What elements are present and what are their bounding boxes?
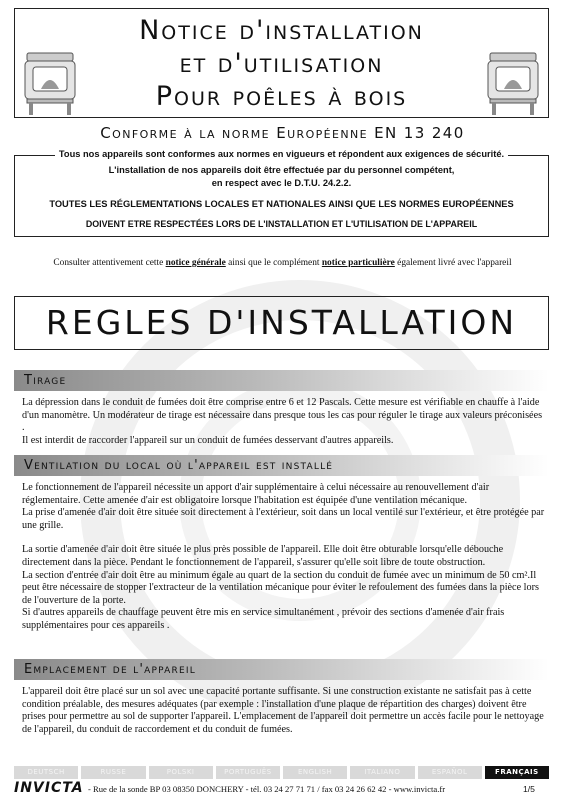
notice-particuliere-link: notice particulière	[321, 258, 395, 268]
invicta-logo: INVICTA	[14, 780, 84, 796]
language-tabs	[14, 766, 549, 779]
language-tab-français[interactable]: FRANÇAIS	[485, 766, 549, 779]
wood-stove-icon	[19, 49, 81, 117]
paragraph: Le fonctionnement de l'appareil nécessite un apport d'air supplémentaire à celui nécessaire au renouvellement d'air réglementaire. Cette amenée d'air est obligatoire lorsque l'habitation est équipée d'une ventilation mécanique.	[22, 482, 490, 506]
section-body-emplacement	[22, 686, 547, 736]
notice-line-3: en respect avec le D.T.U. 24.2.2.	[211, 178, 352, 188]
title-line-1: Notice d'installation	[139, 15, 424, 46]
language-tab-deutsch[interactable]: DEUTSCH	[14, 766, 78, 779]
section-heading-ventilation: Ventilation du local où l'appareil est installé	[14, 455, 549, 476]
wood-stove-icon	[482, 49, 544, 117]
norm-statement: Conforme à la norme Européenne EN 13 240	[100, 124, 465, 142]
company-address: - Rue de la sonde BP 03 08350 DONCHERY - tél. 03 24 27 71 71 / fax 03 24 26 62 42 - www.invicta.fr	[88, 784, 446, 794]
title-box	[14, 8, 549, 118]
section-heading-emplacement: Emplacement de l'appareil	[14, 659, 549, 680]
notice-line-2: L'installation de nos appareils doit être effectuée par du personnel compétent,	[108, 165, 455, 175]
language-tab-english[interactable]: ENGLISH	[283, 766, 347, 779]
consult-note: Consulter attentivement cette notice générale ainsi que le complément notice particulière également livré avec l'appareil	[53, 258, 512, 268]
notice-line-4: TOUTES LES RÉGLEMENTATIONS LOCALES ET NATIONALES AINSI QUE LES NORMES EUROPÉENNES	[49, 199, 514, 209]
language-tab-italiano[interactable]: ITALIANO	[350, 766, 414, 779]
rules-heading: REGLES D'INSTALLATION	[14, 296, 549, 350]
safety-notice-box	[14, 149, 549, 237]
paragraph: L'appareil doit être placé sur un sol avec une capacité portante suffisante. Si une construction existante ne satisfait pas à cette condition préalable, des mesures adéquates (par exemple : l'installation d'une plaque de répartition des charges) doivent être prises pour permettre au sol de supporter l'appareil. L'emplacement de l'appareil doit permettre un accès facile pour le nettoyage de l'appareil, du conduit de raccordement et du conduit de fumées.	[22, 686, 544, 735]
paragraph: La sortie d'amenée d'air doit être située le plus près possible de l'appareil. Elle doit être obturable lorsqu'elle débouche directement dans la pièce. Pendant le fonctionnement de l'appareil, s'assurer qu'elle soit libre de toute obstruction.	[22, 544, 504, 568]
language-tab-polski[interactable]: POLSKI	[149, 766, 213, 779]
paragraph: La section d'entrée d'air doit être au minimum égale au quart de la section du conduit de fumée avec un minimum de 50 cm².Il peut être nécessaire de stopper l'extracteur de la ventilation mécanique pour éviter le refoulement des fumées dans la pièce lors de l'ouverture de la porte.	[22, 569, 539, 606]
section-body-ventilation	[22, 482, 547, 633]
paragraph: La dépression dans le conduit de fumées doit être comprise entre 6 et 12 Pascals. Cette mesure est vérifiable en chauffe à l'aide d'un manomètre. Un modérateur de tirage est nécessaire dans presque tous les cas pour réguler le tirage aux valeurs préconisées .	[22, 397, 543, 434]
paragraph: La prise d'amenée d'air doit être située soit directement à l'extérieur, soit dans un local ventilé sur l'extérieur, et être protégée par une grille.	[22, 507, 545, 531]
title-line-3: Pour poêles à bois	[155, 81, 408, 112]
language-tab-español[interactable]: ESPAÑOL	[418, 766, 482, 779]
notice-generale-link: notice générale	[165, 258, 226, 268]
notice-line-5: DOIVENT ETRE RESPECTÉES LORS DE L'INSTALLATION ET L'UTILISATION DE L'APPAREIL	[85, 219, 478, 229]
title-line-2: et d'utilisation	[179, 48, 384, 79]
paragraph: Il est interdit de raccorder l'appareil sur un conduit de fumées desservant d'autres appareils.	[22, 434, 394, 446]
section-body-tirage	[22, 397, 547, 447]
section-heading-tirage: Tirage	[14, 370, 549, 391]
notice-line-1: Tous nos appareils sont conformes aux normes en vigueurs et répondent aux exigences de sécurité.	[15, 149, 548, 159]
paragraph: Si d'autres appareils de chauffage peuvent être mis en service simultanément , prévoir des sections d'amenée d'air frais supplémentaires pour ces appareils .	[22, 607, 505, 631]
language-tab-português[interactable]: PORTUGUÊS	[216, 766, 280, 779]
page-number: 1/5	[523, 784, 535, 794]
language-tab-russe[interactable]: RUSSE	[81, 766, 145, 779]
